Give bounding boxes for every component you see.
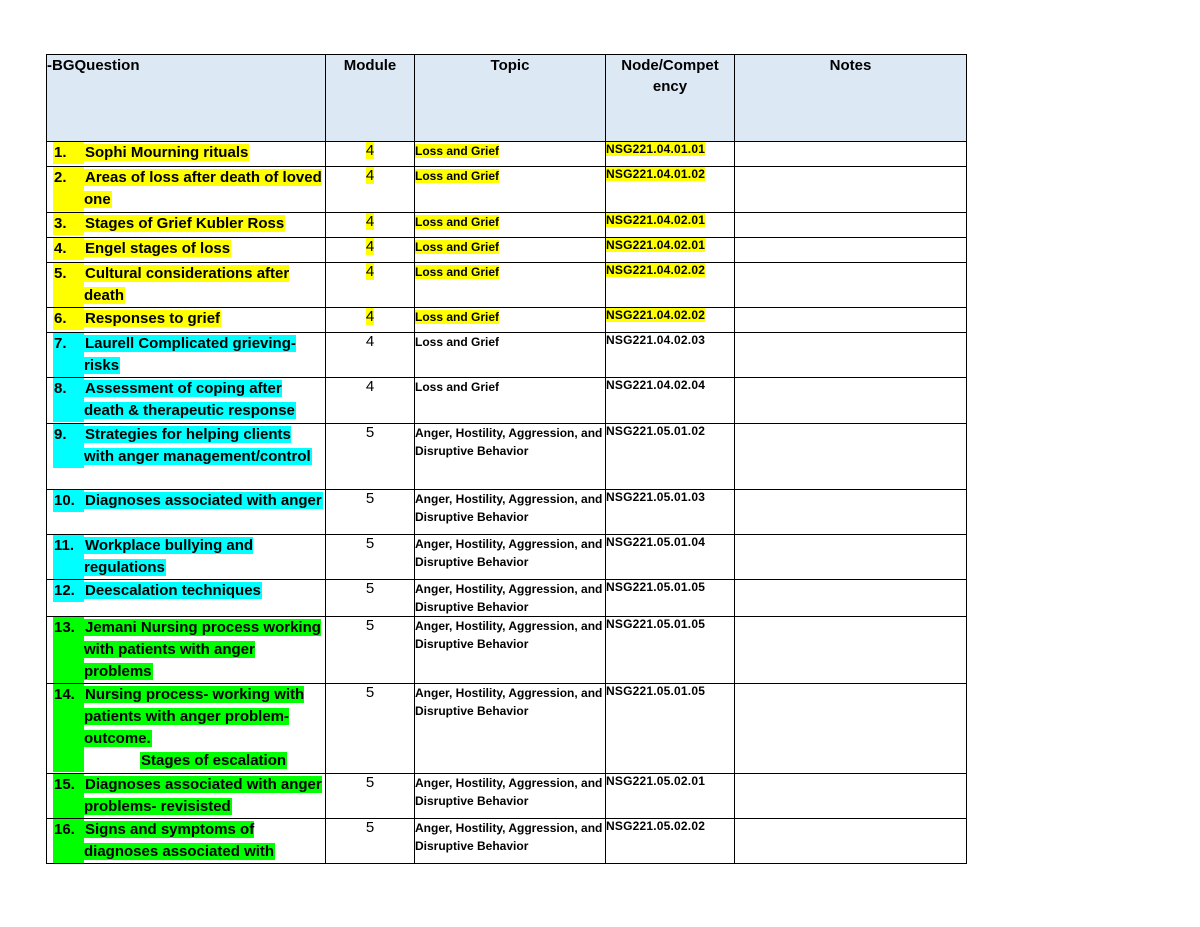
topic-cell [415, 308, 606, 333]
topic-value: Loss and Grief [415, 265, 500, 279]
question-cell [47, 213, 326, 238]
table-row [47, 617, 967, 684]
question-number: 13. [53, 617, 84, 683]
question-text: Diagnoses associated with anger problems- revisisted [84, 776, 322, 815]
module-cell [326, 213, 415, 238]
notes-cell [735, 819, 967, 864]
topic-value: Anger, Hostility, Aggression, and Disruptive Behavior [415, 776, 603, 808]
node-value: NSG221.04.01.01 [606, 142, 706, 156]
module-cell [326, 819, 415, 864]
topic-cell [415, 617, 606, 684]
node-cell [606, 167, 735, 213]
topic-value: Anger, Hostility, Aggression, and Disruptive Behavior [415, 821, 603, 853]
node-cell [606, 263, 735, 308]
topic-cell [415, 580, 606, 617]
module-cell [326, 617, 415, 684]
notes-cell [735, 213, 967, 238]
topic-value: Loss and Grief [415, 215, 500, 229]
node-cell [606, 142, 735, 167]
module-cell [326, 424, 415, 490]
module-cell [326, 580, 415, 617]
question-text: Cultural considerations after death [84, 265, 290, 304]
question-number: 14. [53, 684, 84, 772]
question-cell [47, 238, 326, 263]
table-row [47, 308, 967, 333]
topic-cell [415, 378, 606, 424]
question-number: 4. [53, 238, 84, 260]
module-value: 4 [365, 263, 375, 280]
question-cell [47, 774, 326, 819]
node-value: NSG221.04.01.02 [606, 167, 706, 181]
module-value: 4 [365, 167, 375, 184]
topic-value: Anger, Hostility, Aggression, and Disruptive Behavior [415, 537, 603, 569]
topic-value: Anger, Hostility, Aggression, and Disruptive Behavior [415, 492, 603, 524]
module-cell [326, 308, 415, 333]
question-cell [47, 167, 326, 213]
question-cell [47, 263, 326, 308]
question-text: Deescalation techniques [85, 582, 261, 599]
notes-cell [735, 308, 967, 333]
header-row [47, 55, 967, 142]
table-row [47, 490, 967, 535]
table-row [47, 378, 967, 424]
notes-cell [735, 378, 967, 424]
module-cell [326, 535, 415, 580]
node-value: NSG221.05.01.04 [606, 535, 706, 549]
node-cell [606, 617, 735, 684]
node-value: NSG221.04.02.01 [606, 213, 706, 227]
question-cell [47, 142, 326, 167]
module-cell [326, 167, 415, 213]
topic-value: Loss and Grief [415, 144, 500, 158]
question-cell [47, 617, 326, 684]
question-number: 7. [53, 333, 84, 377]
question-text: Workplace bullying and regulations [84, 537, 254, 576]
notes-cell [735, 424, 967, 490]
module-value: 5 [365, 819, 375, 836]
module-value: 4 [365, 213, 375, 230]
table-row [47, 263, 967, 308]
module-cell [326, 142, 415, 167]
topic-cell [415, 535, 606, 580]
header-module: Module [326, 55, 415, 142]
table-row [47, 238, 967, 263]
topic-value: Loss and Grief [415, 310, 500, 324]
node-value: NSG221.04.02.04 [606, 378, 706, 392]
topic-cell [415, 490, 606, 535]
module-cell [326, 333, 415, 378]
question-cell [47, 580, 326, 617]
question-cell [47, 378, 326, 424]
module-value: 4 [365, 238, 375, 255]
table-row [47, 424, 967, 490]
module-value: 5 [365, 774, 375, 791]
question-cell [47, 535, 326, 580]
node-value: NSG221.04.02.01 [606, 238, 706, 252]
module-value: 5 [365, 490, 375, 507]
topic-cell [415, 819, 606, 864]
node-cell [606, 424, 735, 490]
table-row [47, 580, 967, 617]
table-row [47, 774, 967, 819]
question-number: 15. [53, 774, 84, 818]
node-value: NSG221.05.01.05 [606, 617, 706, 631]
node-value: NSG221.05.01.05 [606, 580, 706, 594]
topic-cell [415, 424, 606, 490]
notes-cell [735, 580, 967, 617]
module-value: 5 [365, 424, 375, 441]
module-cell [326, 263, 415, 308]
question-text: Laurell Complicated grieving- risks [84, 335, 296, 374]
module-value: 5 [365, 535, 375, 552]
topic-cell [415, 142, 606, 167]
question-text: Assessment of coping after death & therapeutic response [84, 380, 295, 419]
question-number: 6. [53, 308, 84, 330]
topic-value: Loss and Grief [415, 169, 500, 183]
notes-cell [735, 167, 967, 213]
module-cell [326, 684, 415, 774]
question-text: Stages of Grief Kubler Ross [85, 215, 285, 232]
question-cell [47, 424, 326, 490]
module-value: 5 [365, 617, 375, 634]
topic-cell [415, 213, 606, 238]
module-value: 5 [365, 580, 375, 597]
node-cell [606, 535, 735, 580]
question-cell [47, 819, 326, 864]
notes-cell [735, 238, 967, 263]
question-number: 9. [53, 424, 84, 468]
module-value: 4 [365, 142, 375, 159]
module-value: 4 [365, 378, 375, 395]
question-number: 3. [53, 213, 84, 235]
question-cell [47, 490, 326, 535]
notes-cell [735, 617, 967, 684]
question-text: Jemani Nursing process working with patients with anger problems [84, 619, 321, 680]
node-value: NSG221.05.01.02 [606, 424, 706, 438]
node-cell [606, 238, 735, 263]
topic-cell [415, 333, 606, 378]
question-subtext: Stages of escalation [141, 752, 287, 769]
notes-cell [735, 535, 967, 580]
node-cell [606, 819, 735, 864]
node-value: NSG221.05.02.02 [606, 819, 706, 833]
question-number: 8. [53, 378, 84, 422]
node-cell [606, 378, 735, 424]
question-text: Responses to grief [85, 310, 221, 327]
node-cell [606, 774, 735, 819]
module-value: 4 [365, 308, 375, 325]
topic-cell [415, 263, 606, 308]
node-cell [606, 308, 735, 333]
notes-cell [735, 774, 967, 819]
notes-cell [735, 684, 967, 774]
node-value: NSG221.04.02.02 [606, 263, 706, 277]
node-value: NSG221.05.01.03 [606, 490, 706, 504]
question-text: Diagnoses associated with anger [85, 492, 322, 509]
topic-value: Anger, Hostility, Aggression, and Disruptive Behavior [415, 582, 603, 614]
topic-value: Anger, Hostility, Aggression, and Disruptive Behavior [415, 619, 603, 651]
module-cell [326, 490, 415, 535]
notes-cell [735, 490, 967, 535]
node-value: NSG221.04.02.03 [606, 333, 706, 347]
question-number: 5. [53, 263, 84, 307]
node-cell [606, 213, 735, 238]
node-cell [606, 580, 735, 617]
topic-value: Anger, Hostility, Aggression, and Disruptive Behavior [415, 426, 603, 458]
node-cell [606, 490, 735, 535]
node-cell [606, 333, 735, 378]
topic-cell [415, 684, 606, 774]
topic-value: Loss and Grief [415, 240, 500, 254]
node-value: NSG221.04.02.02 [606, 308, 706, 322]
question-text: Areas of loss after death of loved one [84, 169, 322, 208]
topic-value: Loss and Grief [415, 335, 500, 349]
notes-cell [735, 333, 967, 378]
question-table [46, 54, 967, 864]
module-value: 5 [365, 684, 375, 701]
topic-cell [415, 238, 606, 263]
question-text: Signs and symptoms of diagnoses associated with [84, 821, 275, 860]
module-value: 4 [365, 333, 375, 350]
notes-cell [735, 263, 967, 308]
question-number: 16. [53, 819, 84, 863]
table-row [47, 535, 967, 580]
table-row [47, 333, 967, 378]
question-text: Engel stages of loss [85, 240, 231, 257]
question-cell [47, 308, 326, 333]
node-value: NSG221.05.02.01 [606, 774, 706, 788]
question-number: 10. [53, 490, 84, 512]
question-cell [47, 333, 326, 378]
topic-value: Loss and Grief [415, 380, 500, 394]
header-notes: Notes [735, 55, 967, 142]
node-value: NSG221.05.01.05 [606, 684, 706, 698]
header-question: -BGQuestion [47, 55, 326, 142]
module-cell [326, 378, 415, 424]
node-cell [606, 684, 735, 774]
question-text: Sophi Mourning rituals [85, 144, 249, 161]
table-row [47, 819, 967, 864]
question-text: Nursing process- working with patients with anger problem- outcome. [84, 686, 305, 747]
table-row [47, 167, 967, 213]
module-cell [326, 238, 415, 263]
topic-value: Anger, Hostility, Aggression, and Disruptive Behavior [415, 686, 603, 718]
header-topic: Topic [415, 55, 606, 142]
topic-cell [415, 774, 606, 819]
question-cell [47, 684, 326, 774]
table-row [47, 684, 967, 774]
question-text: Strategies for helping clients with anger management/control [84, 426, 311, 465]
module-cell [326, 774, 415, 819]
question-number: 2. [53, 167, 84, 211]
question-number: 12. [53, 580, 84, 602]
topic-cell [415, 167, 606, 213]
notes-cell [735, 142, 967, 167]
question-number: 11. [53, 535, 84, 579]
table-row [47, 142, 967, 167]
header-node: Node/Compet ency [606, 55, 735, 142]
question-number: 1. [53, 142, 84, 164]
table-row [47, 213, 967, 238]
